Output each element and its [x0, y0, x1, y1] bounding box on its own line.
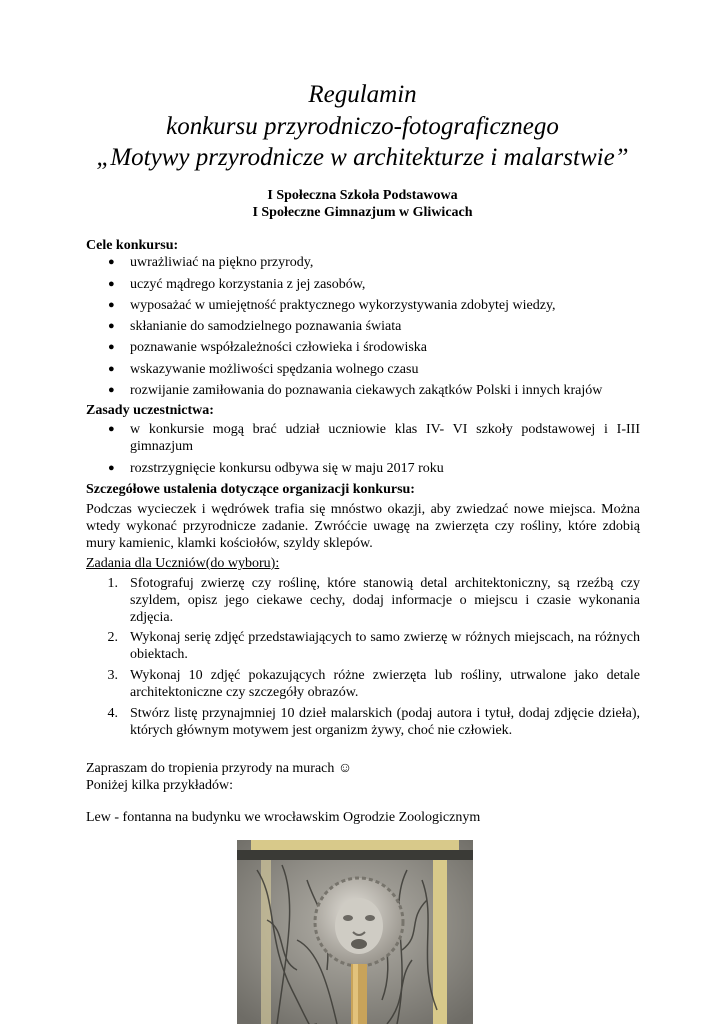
bullet-icon: ● [108, 384, 115, 396]
task-number: 2. [107, 630, 118, 645]
details-paragraph: Podczas wycieczek i wędrówek trafia się mnóstwo okazji, aby zwiedzać nowe miejsca. Można wtedy wykonać przyrodnicze zadanie. Zwróćcie uwagę na zwierzęta czy rośliny, które zdobią mury kamienic, klamki kościołów, szyldy sklepów. [86, 502, 640, 551]
goal-item: uwrażliwiać na piękno przyrody, [130, 255, 314, 270]
rules-heading: Zasady uczestnictwa: [86, 403, 214, 418]
bullet-icon: ● [108, 320, 115, 332]
goal-item: wskazywanie możliwości spędzania wolnego czasu [130, 362, 419, 377]
goal-item: poznawanie współzależności człowieka i środowiska [130, 340, 428, 355]
school-name-gymnasium: I Społeczne Gimnazjum w Gliwicach [252, 205, 473, 220]
examples-intro: Poniżej kilka przykładów: [86, 778, 233, 793]
photo-caption: Lew - fontanna na budynku we wrocławskim Ogrodzie Zoologicznym [86, 810, 481, 825]
document-subtitle: konkursu przyrodniczo-fotograficznego [166, 113, 559, 140]
bullet-icon: ● [108, 462, 115, 474]
school-name-primary: I Społeczna Szkoła Podstawowa [267, 188, 458, 203]
bullet-icon: ● [108, 256, 115, 268]
bullet-icon: ● [108, 299, 115, 311]
details-heading: Szczegółowe ustalenia dotyczące organizacji konkursu: [86, 482, 415, 497]
bullet-icon: ● [108, 363, 115, 375]
goal-item: rozwijanie zamiłowania do poznawania ciekawych zakątków Polski i innych krajów [130, 383, 603, 398]
task-number: 4. [107, 706, 118, 721]
bullet-icon: ● [108, 423, 115, 435]
task-item: Wykonaj serię zdjęć przedstawiających to samo zwierzę w różnych miejscach, na różnych obiektach. [130, 630, 640, 662]
tasks-heading: Zadania dla Uczniów(do wyboru): [86, 556, 280, 571]
rule-item: w konkursie mogą brać udział uczniowie klas IV- VI szkoły podstawowej i I-III gimnazjum [130, 422, 640, 454]
lion-fountain-photo [237, 840, 473, 1024]
document-title: Regulamin [308, 81, 417, 108]
task-item: Wykonaj 10 zdjęć pokazujących różne zwierzęta lub rośliny, utrwalone jako detale architektoniczne czy szczegóły obrazów. [130, 668, 640, 700]
bullet-icon: ● [108, 341, 115, 353]
rule-item: rozstrzygnięcie konkursu odbywa się w maju 2017 roku [130, 461, 444, 476]
task-item: Stwórz listę przynajmniej 10 dzieł malarskich (podaj autora i tytuł, dodaj zdjęcie dzieła), których głównym motywem jest organizm żywy, choć nie człowiek. [130, 706, 640, 738]
task-number: 3. [107, 668, 118, 683]
goals-heading: Cele konkursu: [86, 238, 179, 253]
contest-name: „Motywy przyrodnicze w architekturze i malarstwie” [96, 144, 629, 171]
task-number: 1. [107, 576, 118, 591]
closing-invitation: Zapraszam do tropienia przyrody na murach ☺ [86, 761, 353, 776]
bullet-icon: ● [108, 278, 115, 290]
task-item: Sfotografuj zwierzę czy roślinę, które stanowią detal architektoniczny, są rzeźbą czy szyldem, opisz jego ciekawe cechy, dodaj informacje o miejscu i czasie wykonania zdjęcia. [130, 576, 640, 625]
goal-item: skłanianie do samodzielnego poznawania świata [130, 319, 402, 334]
goal-item: uczyć mądrego korzystania z jej zasobów, [130, 277, 366, 292]
goal-item: wyposażać w umiejętność praktycznego wykorzystywania zdobytej wiedzy, [130, 298, 556, 313]
